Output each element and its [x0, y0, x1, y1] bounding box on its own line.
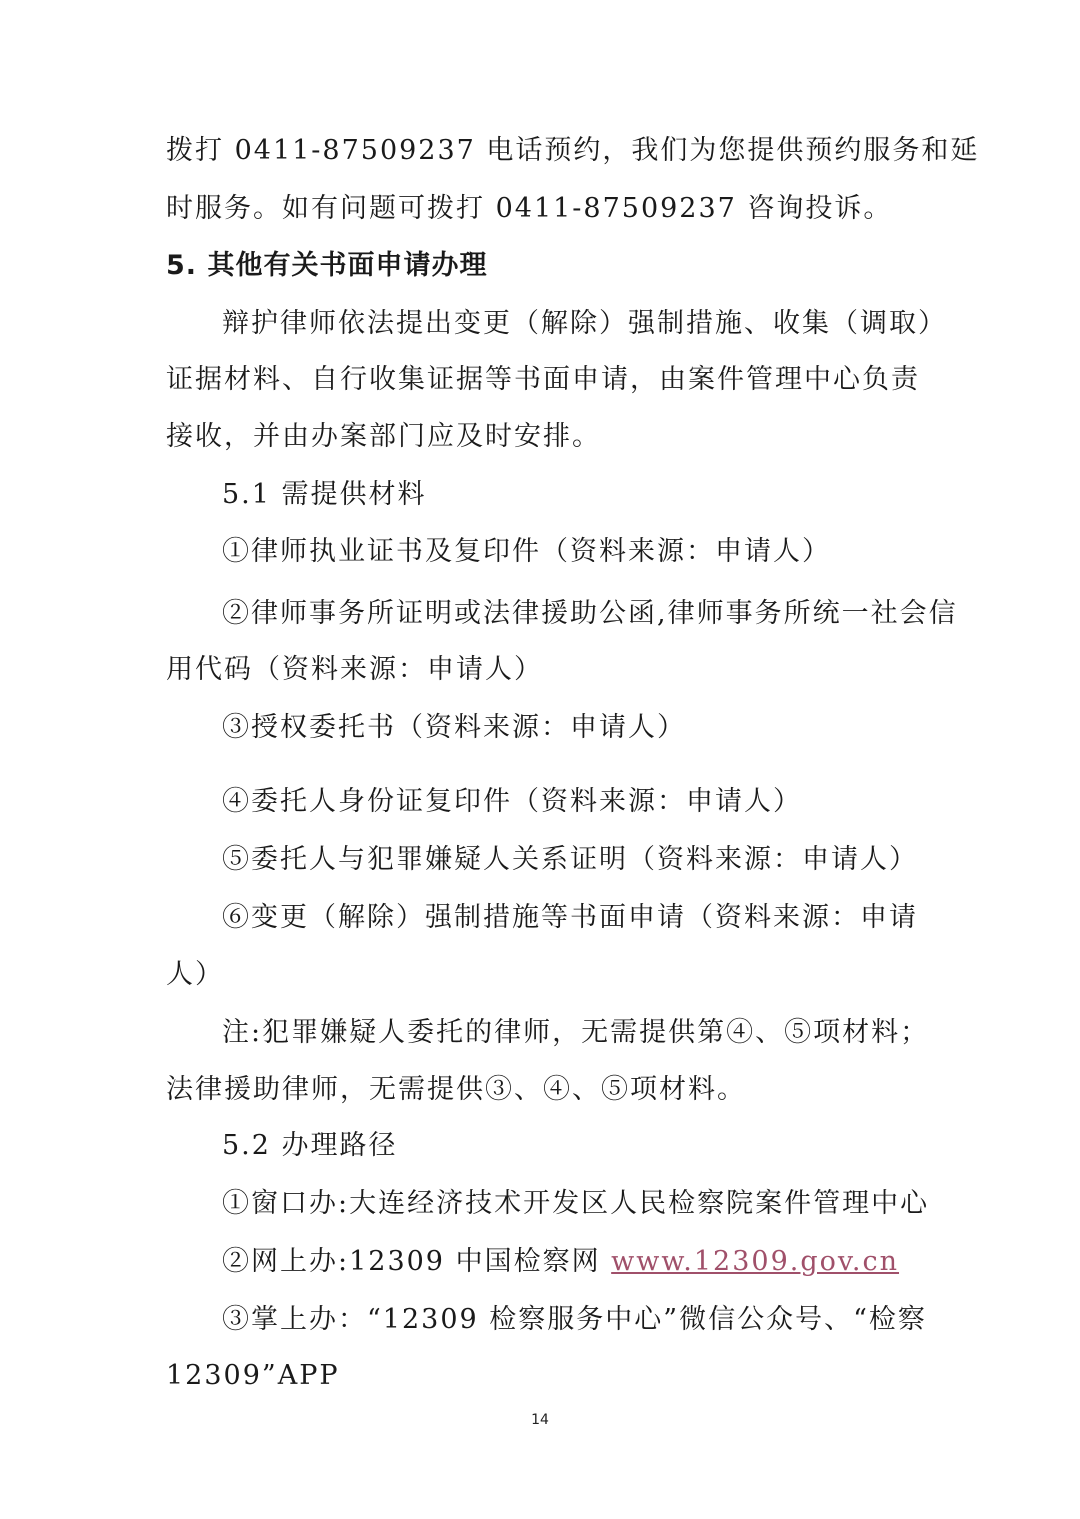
subsection-5-2-heading: 5.2 办理路径: [222, 1130, 398, 1161]
online-url-link[interactable]: www.12309.gov.cn: [611, 1246, 900, 1277]
material-item-5: ⑤委托人与犯罪嫌疑人关系证明（资料来源：申请人）: [222, 844, 918, 875]
path-mobile-line-2: 12309”APP: [166, 1360, 340, 1391]
note-line-1: 注:犯罪嫌疑人委托的律师，无需提供第④、⑤项材料；: [222, 1017, 930, 1048]
material-item-2-line-2: 用代码（资料来源：申请人）: [166, 654, 543, 685]
section-5-paragraph-line-1: 辩护律师依法提出变更（解除）强制措施、收集（调取）: [222, 308, 947, 339]
material-item-4: ④委托人身份证复印件（资料来源：申请人）: [222, 786, 802, 817]
path-mobile-line-1: ③掌上办：“12309 检察服务中心”微信公众号、“检察: [222, 1304, 927, 1335]
note-line-2: 法律援助律师，无需提供③、④、⑤项材料。: [166, 1074, 746, 1105]
section-5-heading: 5. 其他有关书面申请办理: [166, 250, 488, 281]
material-item-6-line-1: ⑥变更（解除）强制措施等书面申请（资料来源：申请: [222, 902, 918, 933]
path-online: [222, 1242, 899, 1282]
material-item-3: ③授权委托书（资料来源：申请人）: [222, 712, 686, 743]
subsection-5-1-heading: 5.1 需提供材料: [222, 479, 427, 510]
intro-line-2: 时服务。如有问题可拨打 0411-87509237 咨询投诉。: [166, 193, 893, 224]
page-number: 14: [531, 1412, 549, 1428]
path-window: ①窗口办:大连经济技术开发区人民检察院案件管理中心: [222, 1188, 930, 1219]
section-5-paragraph-line-3: 接收，并由办案部门应及时安排。: [166, 421, 601, 452]
intro-line-1: 拨打 0411-87509237 电话预约，我们为您提供预约服务和延: [166, 135, 980, 166]
material-item-6-line-2: 人）: [166, 959, 224, 990]
section-5-paragraph-line-2: 证据材料、自行收集证据等书面申请，由案件管理中心负责: [166, 364, 920, 395]
path-online-label: ②网上办:12309 中国检察网: [222, 1246, 612, 1277]
material-item-2-line-1: ②律师事务所证明或法律援助公函,律师事务所统一社会信: [222, 598, 958, 629]
material-item-1: ①律师执业证书及复印件（资料来源：申请人）: [222, 536, 831, 567]
